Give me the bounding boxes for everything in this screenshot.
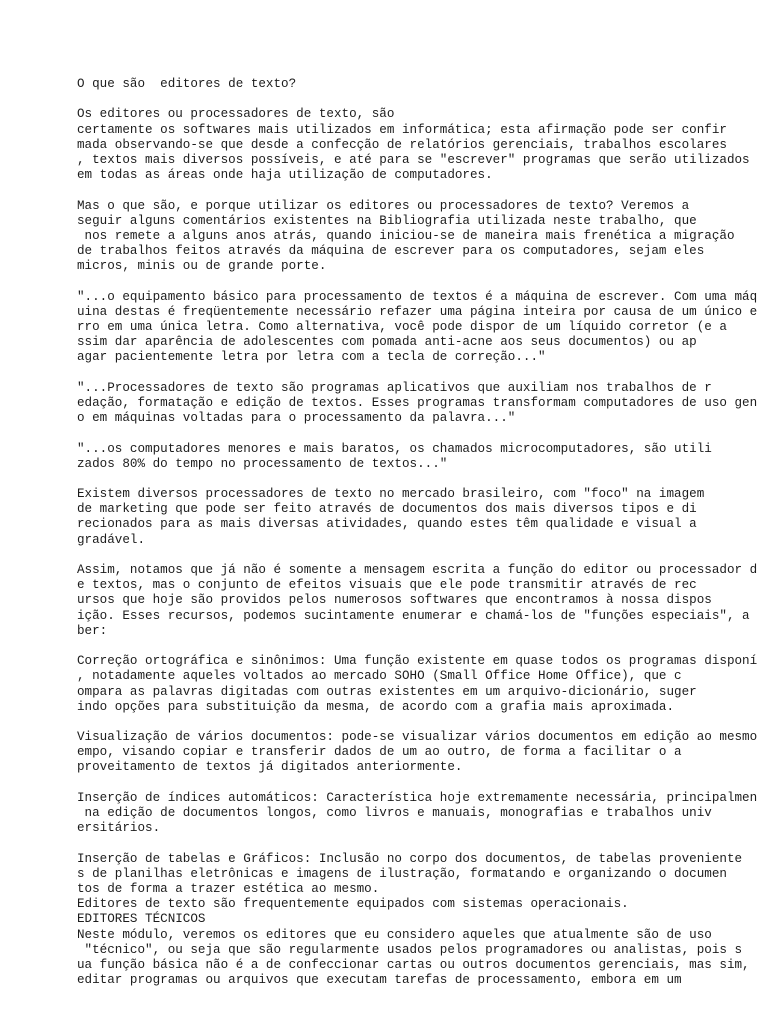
text-line: Existem diversos processadores de texto no mercado brasileiro, com "foco" na imagem bbox=[77, 487, 705, 502]
text-line: empo, visando copiar e transferir dados de um ao outro, de forma a facilitar o a bbox=[77, 745, 682, 760]
text-line: ssim dar aparência de adolescentes com pomada anti-acne aos seus documentos) ou ap bbox=[77, 335, 697, 350]
paragraph bbox=[77, 290, 768, 366]
text-line: Inserção de tabelas e Gráficos: Inclusão no corpo dos documentos, de tabelas proveniente bbox=[77, 851, 743, 866]
paragraph bbox=[77, 199, 768, 275]
text-line: Neste módulo, veremos os editores que eu considero aqueles que atualmente são de uso bbox=[77, 927, 712, 942]
paragraph bbox=[77, 852, 768, 989]
paragraph bbox=[77, 487, 768, 548]
text-line: ersitários. bbox=[77, 821, 161, 836]
paragraph bbox=[77, 442, 768, 472]
text-line: Assim, notamos que já não é somente a mensagem escrita a função do editor ou processador d bbox=[77, 563, 758, 577]
paragraph bbox=[77, 381, 768, 427]
text-line: EDITORES TÉCNICOS bbox=[77, 912, 206, 927]
text-line: Correção ortográfica e sinônimos: Uma função existente em quase todos os programas disponí bbox=[77, 654, 758, 669]
text-line: Editores de texto são frequentemente equipados com sistemas operacionais. bbox=[77, 897, 629, 912]
text-line: Inserção de índices automáticos: Característica hoje extremamente necessária, principalmen bbox=[77, 790, 758, 805]
text-line: uina destas é freqüentemente necessário refazer uma página inteira por causa de um único e bbox=[77, 304, 758, 319]
text-line: recionados para as mais diversas atividades, quando estes têm qualidade e visual a bbox=[77, 517, 697, 532]
text-line: ua função básica não é a de confeccionar cartas ou outros documentos gerenciais, mas sim, bbox=[77, 957, 750, 972]
text-line: tos de forma a trazer estética ao mesmo. bbox=[77, 881, 380, 896]
text-line: de trabalhos feitos através da máquina de escrever para os computadores, sejam eles bbox=[77, 244, 705, 259]
text-line: ição. Esses recursos, podemos sucintamente enumerar e chamá-los de "funções especiais", a bbox=[77, 608, 750, 623]
text-line: na edição de documentos longos, como livros e manuais, monografias e trabalhos univ bbox=[77, 806, 712, 820]
paragraph bbox=[77, 563, 768, 639]
text-line: micros, minis ou de grande porte. bbox=[77, 259, 327, 274]
text-line: o em máquinas voltadas para o processamento da palavra..." bbox=[77, 411, 516, 426]
text-line: mada observando-se que desde a confecção de relatórios gerenciais, trabalhos escolares bbox=[77, 137, 727, 152]
text-line: em todas as áreas onde haja utilização de computadores. bbox=[77, 168, 493, 183]
text-line: "...Processadores de texto são programas aplicativos que auxiliam nos trabalhos de r bbox=[77, 380, 712, 395]
text-line: certamente os softwares mais utilizados em informática; esta afirmação pode ser confir bbox=[77, 122, 727, 137]
text-line: proveitamento de textos já digitados anteriormente. bbox=[77, 760, 463, 775]
document-body bbox=[77, 77, 768, 1003]
text-line: seguir alguns comentários existentes na Bibliografia utilizada neste trabalho, que bbox=[77, 213, 697, 228]
paragraph bbox=[77, 107, 768, 183]
text-line: Mas o que são, e porque utilizar os editores ou processadores de texto? Veremos a bbox=[77, 198, 690, 213]
text-line: editar programas ou arquivos que executam tarefas de processamento, embora em um bbox=[77, 973, 682, 988]
text-line: Os editores ou processadores de texto, são bbox=[77, 107, 395, 122]
text-line: "técnico", ou seja que são regularmente usados pelos programadores ou analistas, pois s bbox=[77, 942, 743, 957]
text-line: , notadamente aqueles voltados ao mercado SOHO (Small Office Home Office), que c bbox=[77, 669, 682, 684]
text-line: rro em uma única letra. Como alternativa, você pode dispor de um líquido corretor (e a bbox=[77, 320, 727, 334]
text-line: indo opções para substituição da mesma, de acordo com a grafia mais aproximada. bbox=[77, 699, 675, 714]
paragraph bbox=[77, 791, 768, 837]
text-line: gradável. bbox=[77, 532, 146, 547]
text-line: edação, formatação e edição de textos. Esses programas transformam computadores de uso gen bbox=[77, 395, 758, 410]
text-line: e textos, mas o conjunto de efeitos visuais que ele pode transmitir através de rec bbox=[77, 578, 697, 593]
text-line: "...o equipamento básico para processamento de textos é a máquina de escrever. Com uma máq bbox=[77, 289, 758, 304]
text-line: de marketing que pode ser feito através de documentos dos mais diversos tipos e di bbox=[77, 502, 697, 517]
paragraph bbox=[77, 654, 768, 715]
text-line: s de planilhas eletrônicas e imagens de ilustração, formatando e organizando o documen bbox=[77, 866, 727, 881]
text-line: ber: bbox=[77, 623, 108, 638]
text-line: , textos mais diversos possíveis, e até para se "escrever" programas que serão utilizados bbox=[77, 152, 750, 167]
paragraph bbox=[77, 77, 768, 92]
text-line: zados 80% do tempo no processamento de textos..." bbox=[77, 456, 448, 471]
text-line: nos remete a alguns anos atrás, quando iniciou-se de maneira mais frenética a migração bbox=[77, 228, 735, 243]
text-line: ursos que hoje são providos pelos numerosos softwares que encontramos à nossa dispos bbox=[77, 593, 712, 608]
text-line: "...os computadores menores e mais baratos, os chamados microcomputadores, são utili bbox=[77, 441, 712, 456]
text-line: Visualização de vários documentos: pode-se visualizar vários documentos em edição ao mesmo bbox=[77, 730, 758, 745]
paragraph bbox=[77, 730, 768, 776]
text-line: ompara as palavras digitadas com outras existentes em um arquivo-dicionário, suger bbox=[77, 684, 697, 699]
text-line: O que são editores de texto? bbox=[77, 77, 297, 91]
text-line: agar pacientemente letra por letra com a tecla de correção..." bbox=[77, 350, 546, 365]
